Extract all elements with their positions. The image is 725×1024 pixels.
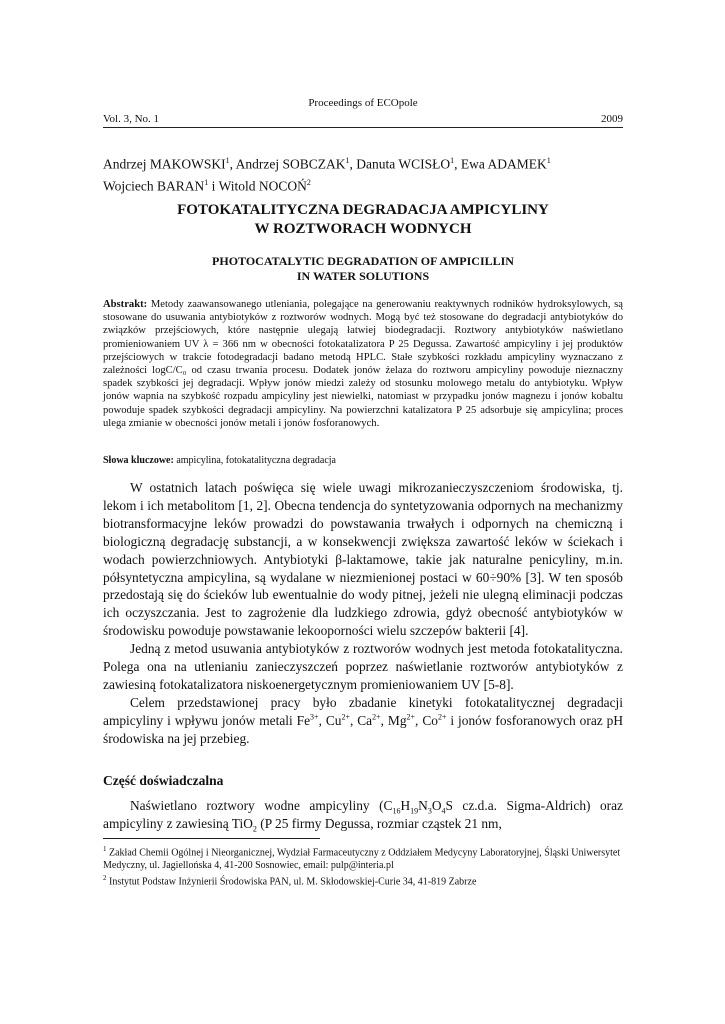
author-name: Andrzej MAKOWSKI (103, 156, 226, 172)
abstract (103, 298, 623, 430)
text-run: H (400, 798, 411, 813)
subscript: 3 (427, 806, 432, 816)
section-body (103, 797, 623, 833)
text-run: Naświetlano roztwory wodne ampicyliny (C (130, 798, 393, 813)
text-run: N (418, 798, 428, 813)
keywords-label: Słowa kluczowe: (103, 455, 174, 466)
text-run: , Co (415, 712, 438, 728)
author-list (103, 152, 623, 195)
keywords-text: ampicylina, fotokatalityczna degradacja (176, 455, 336, 466)
affiliation-mark: 1 (225, 156, 230, 165)
author-line-2 (103, 174, 623, 196)
volume-number: Vol. 3, No. 1 (103, 113, 160, 125)
charge: 2+ (406, 712, 416, 722)
footnotes (103, 843, 623, 889)
body-text (103, 479, 623, 748)
title-polish-line-1: FOTOKATALITYCZNA DEGRADACJA AMPICYLINY (177, 202, 549, 218)
text-run: , Ca (349, 712, 373, 728)
subscript: 2 (252, 824, 257, 834)
affiliation-mark: 1 (204, 177, 209, 187)
charge: 2+ (341, 712, 350, 722)
footnote-text: Instytut Podstaw Inżynierii Środowiska PAN, ul. M. Skłodowskiej-Curie 34, 41-819 Zabrze (109, 876, 477, 888)
text-run: Celem przedstawionej pracy było zbadanie kinetyki fotokatalitycznej degradacji ampicyliny i wpływu jonów metali Fe (103, 694, 623, 728)
text-run: , Cu (318, 712, 342, 728)
publication-year: 2009 (601, 113, 623, 125)
paragraph: W ostatnich latach poświęca się wiele uwagi mikrozanieczyszczeniom środowiska, tj. lekom i ich metabolitom [1, 2]. Obecna tendencja do syntetyzowania odpornych na mechanizmy biotransformacyjne leków prowadzi do powstawania trwałych i odpornych na chemiczną i biologiczną degradację substancji, a w konsekwencji zwiększa zawartość leków w ściekach i wodach powierzchniowych. Antybiotyki β-laktamowe, takie jak naturalne penicyliny, m.in. półsyntetyczna ampicylina, są wydalane w niezmienionej postaci w 60÷90% [3]. W ten sposób przedostają się do ścieków lub ewentualnie do wody pitnej, jeżeli nie ulegną eliminacji podczas ich oczyszczania. Jest to zagrożenie dla ludzkiego zdrowia, gdyż obecność antybiotyków w środowisku powoduje powstawanie lekooporności wielu szczepów bakterii [4]. (103, 480, 623, 639)
affiliation-mark: 1 (345, 156, 350, 165)
paragraph (103, 694, 623, 748)
header-rule (103, 127, 623, 128)
author-name: Andrzej SOBCZAK (235, 156, 346, 172)
footnote-mark: 2 (103, 874, 107, 883)
subscript: 4 (441, 806, 446, 816)
abstract-label: Abstrakt: (103, 299, 148, 310)
subscript: 19 (410, 806, 419, 816)
title-english-line-2: IN WATER SOLUTIONS (296, 269, 430, 283)
paragraph: Jedną z metod usuwania antybiotyków z roztworów wodnych jest metoda fotokatalityczna. Polega ona na utlenianiu zanieczyszczeń poprzez naświetlanie roztworów antybiotyków z zawiesiną fotokatalizatora niskoenergetycznym promieniowaniem UV [5-8]. (103, 641, 623, 692)
author-name: Wojciech BARAN (103, 178, 205, 193)
abstract-text: Metody zaawansowanego utleniania, polegające na generowaniu reaktywnych rodników hydroksylowych, są stosowane do usuwania antybiotyków z roztworów wodnych. Mogą być też stosowane do degradacji antybiotyków do związków przejściowych, które następnie ulegają łatwiej biodegradacji. Roztwory antybiotyków naświetlano promieniowaniem UV λ = 366 nm w obecności fotokatalizatora P 25 Degussa. Zawartość ampicyliny i jej produktów przejściowych w trakcie fotodegradacji badano metodą HPLC. Stałe szybkości rozkładu ampicyliny wyznaczano z zależności logC/C₀ od czasu trwania procesu. Dodatek jonów żelaza do roztworu ampicyliny powoduje nieznaczny spadek szybkości jej degradacji. Wpływ jonów miedzi zależy od stosunku molowego metalu do antybiotyku. Wpływ jonów wapnia na szybkość rozpadu ampicyliny jest niewielki, natomiast w przypadku jonów magnezu i jonów kobaltu powoduje spadek szybkości degradacji ampicyliny. Na powierzchni katalizatora P 25 adsorbuje się ampicylina; proces ulega zmianie w obecności jonów metali i jonów fosforanowych. (103, 299, 623, 429)
text-run: i jonów fosforanowych oraz pH środowiska na jej przebieg. (103, 712, 623, 746)
text-run: O (431, 798, 442, 813)
author-connector: i (211, 178, 216, 193)
footnote-mark: 1 (103, 845, 107, 853)
footnote (103, 843, 623, 872)
footnote-text: Zakład Chemii Ogólnej i Nieorganicznej, Wydział Farmaceutyczny z Oddziałem Medycyny Laboratoryjnej, Śląski Uniwersytet Medyczny, ul. Jagiellońska 4, 41-200 Sosnowiec, email: pulp@interia.pl (103, 847, 621, 872)
author-name: Witold NOCOŃ (218, 178, 307, 193)
volume-line (103, 113, 623, 125)
footnote-rule (103, 838, 320, 839)
keywords (103, 455, 623, 466)
charge: 3+ (310, 712, 319, 722)
title-polish-line-2: W ROZTWORACH WODNYCH (254, 221, 472, 237)
author-name: Ewa ADAMEK (460, 156, 547, 172)
title-english (103, 254, 623, 284)
author-name: Danuta WCISŁO (356, 156, 451, 172)
subscript: 16 (392, 806, 401, 816)
text-run: , Mg (380, 712, 407, 728)
title-polish (103, 201, 623, 239)
section-heading: Część doświadczalna (103, 773, 224, 788)
text-run: S cz.d.a. Sigma-Aldrich) oraz ampicyliny z zawiesiną TiO (103, 798, 623, 831)
text-run: (P 25 firmy Degussa, rozmiar cząstek 21 nm, (256, 816, 502, 831)
affiliation-mark: 2 (306, 177, 311, 187)
title-english-line-1: PHOTOCATALYTIC DEGRADATION OF AMPICILLIN (212, 254, 514, 268)
paragraph (103, 797, 623, 833)
affiliation-mark: 1 (450, 156, 455, 165)
footnote (103, 872, 623, 888)
affiliation-mark: 1 (546, 156, 551, 165)
author-line-1: Andrzej MAKOWSKI$^1$, Andrzej SOBCZAK$^1$, Danuta WCISŁO$^1$, Ewa ADAMEK$^1$ (103, 156, 551, 172)
running-head: Proceedings of ECOpole (308, 97, 418, 109)
charge: 2+ (372, 712, 381, 722)
charge: 2+ (437, 712, 447, 722)
